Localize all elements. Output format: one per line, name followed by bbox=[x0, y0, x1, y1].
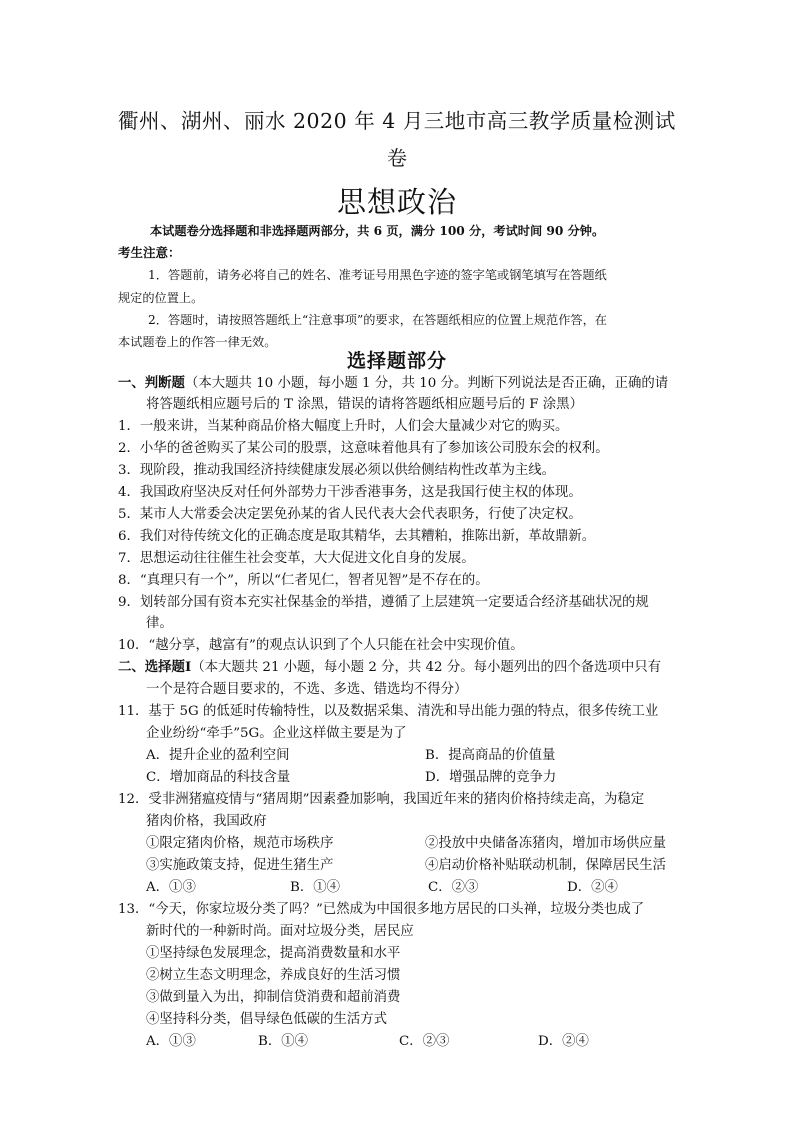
part2-heading-label: 二、选择题Ⅰ bbox=[118, 659, 192, 675]
q12-statement-3: ③实施政策支持，促进生猪生产 bbox=[146, 858, 334, 873]
q12-option-a: A．①③ bbox=[146, 880, 196, 895]
part2-heading-continued: 一个是符合题目要求的，不选、多选、错选均不得分） bbox=[146, 682, 468, 697]
notice-1: 1．答题前，请务必将自己的姓名、准考证号用黑色字迹的签字笔或钢笔填写在答题纸 bbox=[148, 268, 607, 282]
q12-statement-1: ①限定猪肉价格，规范市场秩序 bbox=[146, 836, 334, 851]
q12-option-c: C．②③ bbox=[428, 880, 479, 895]
q12-statement-2: ②投放中央储备冻猪肉，增加市场供应量 bbox=[425, 836, 667, 851]
question-8: 8．“真理只有一个”，所以“仁者见仁，智者见智”是不存在的。 bbox=[118, 573, 489, 588]
part1-heading bbox=[118, 372, 668, 391]
part2-heading-text: （本大题共 21 小题，每小题 2 分，共 42 分。每小题列出的四个备选项中只有 bbox=[191, 660, 662, 675]
q13-statement-2: ②树立生态文明理念，养成良好的生活习惯 bbox=[146, 968, 401, 983]
exam-title: 衢州、湖州、丽水 2020 年 4 月三地市高三教学质量检测试 bbox=[118, 109, 676, 133]
notice-2: 2．答题时，请按照答题纸上“注意事项”的要求，在答题纸相应的位置上规范作答，在 bbox=[148, 313, 607, 327]
q13-option-c: C．②③ bbox=[399, 1034, 450, 1049]
q12-option-d: D．②④ bbox=[567, 880, 618, 895]
q13-statement-1: ①坚持绿色发展理念，提高消费数量和水平 bbox=[146, 946, 401, 961]
q12-option-b: B．①④ bbox=[290, 880, 341, 895]
q13-option-b: B．①④ bbox=[258, 1034, 309, 1049]
q11-option-b: B．提高商品的价值量 bbox=[425, 748, 556, 763]
section-title: 选择题部分 bbox=[346, 350, 447, 372]
q13-statement-3: ③做到量入为出，抑制信贷消费和超前消费 bbox=[146, 990, 401, 1005]
part2-heading bbox=[118, 656, 661, 675]
notice-heading: 考生注意： bbox=[118, 245, 181, 260]
q13-option-a: A．①③ bbox=[146, 1034, 196, 1049]
part1-heading-text: （本大题共 10 小题，每小题 1 分，共 10 分。判断下列说法是否正确，正确的请 bbox=[184, 376, 669, 391]
q12-statement-4: ④启动价格补贴联动机制，保障居民生活 bbox=[425, 858, 667, 873]
q13-statement-4: ④坚持科分类，倡导绿色低碳的生活方式 bbox=[146, 1012, 388, 1027]
question-12: 12．受非洲猪瘟疫情与“猪周期”因素叠加影响，我国近年来的猪肉价格持续走高，为稳定 bbox=[118, 792, 645, 807]
question-11-continued: 企业纷纷“牵手”5G。企业这样做主要是为了 bbox=[146, 726, 407, 741]
part1-heading-continued: 将答题纸相应题号后的 T 涂黑，错误的请将答题纸相应题号后的 F 涂黑） bbox=[146, 397, 583, 412]
question-11: 11．基于 5G 的低延时传输特性，以及数据采集、清洗和导出能力强的特点，很多传统工业 bbox=[118, 704, 659, 719]
question-12-continued: 猪肉价格，我国政府 bbox=[146, 814, 267, 829]
question-3: 3．现阶段，推动我国经济持续健康发展必须以供给侧结构性改革为主线。 bbox=[118, 463, 556, 478]
q11-option-d: D．增强品牌的竞争力 bbox=[425, 770, 557, 785]
part1-heading-label: 一、判断题 bbox=[118, 375, 185, 391]
question-10: 10．“越分享，越富有”的观点认识到了个人只能在社会中实现价值。 bbox=[118, 638, 524, 653]
question-5: 5．某市人大常委会决定罢免孙某的省人民代表大会代表职务，行使了决定权。 bbox=[118, 507, 582, 522]
q11-option-a: A．提升企业的盈利空间 bbox=[146, 748, 290, 763]
q13-option-d: D．②④ bbox=[538, 1034, 589, 1049]
question-13-continued: 新时代的一种新时尚。面对垃圾分类，居民应 bbox=[146, 924, 414, 939]
q11-option-c: C．增加商品的科技含量 bbox=[146, 770, 291, 785]
question-2: 2．小华的爸爸购买了某公司的股票，这意味着他具有了参加该公司股东会的权利。 bbox=[118, 441, 609, 456]
exam-title-continued: 卷 bbox=[387, 146, 407, 170]
question-1: 1．一般来讲，当某种商品价格大幅度上升时，人们会大量减少对它的购买。 bbox=[118, 419, 569, 434]
notice-1-continued: 规定的位置上。 bbox=[118, 291, 204, 305]
notice-2-continued: 本试题卷上的作答一律无效。 bbox=[118, 335, 277, 349]
question-7: 7．思想运动往往催生社会变革，大大促进文化自身的发展。 bbox=[118, 551, 475, 566]
question-9-continued: 律。 bbox=[146, 616, 173, 631]
question-4: 4．我国政府坚决反对任何外部势力干涉香港事务，这是我国行使主权的体现。 bbox=[118, 485, 582, 500]
question-6: 6．我们对待传统文化的正确态度是取其精华，去其糟粕，推陈出新，革故鼎新。 bbox=[118, 529, 596, 544]
question-9: 9．划转部分国有资本充实社保基金的举措，遵循了上层建筑一定要适合经济基础状况的规 bbox=[118, 595, 649, 610]
exam-intro: 本试题卷分选择题和非选择题两部分，共 6 页，满分 100 分，考试时间 90 分钟。 bbox=[150, 224, 605, 238]
subject-title: 思想政治 bbox=[336, 185, 457, 219]
question-13: 13．“今天，你家垃圾分类了吗？”已然成为中国很多地方居民的口头禅，垃圾分类也成了 bbox=[118, 902, 645, 917]
